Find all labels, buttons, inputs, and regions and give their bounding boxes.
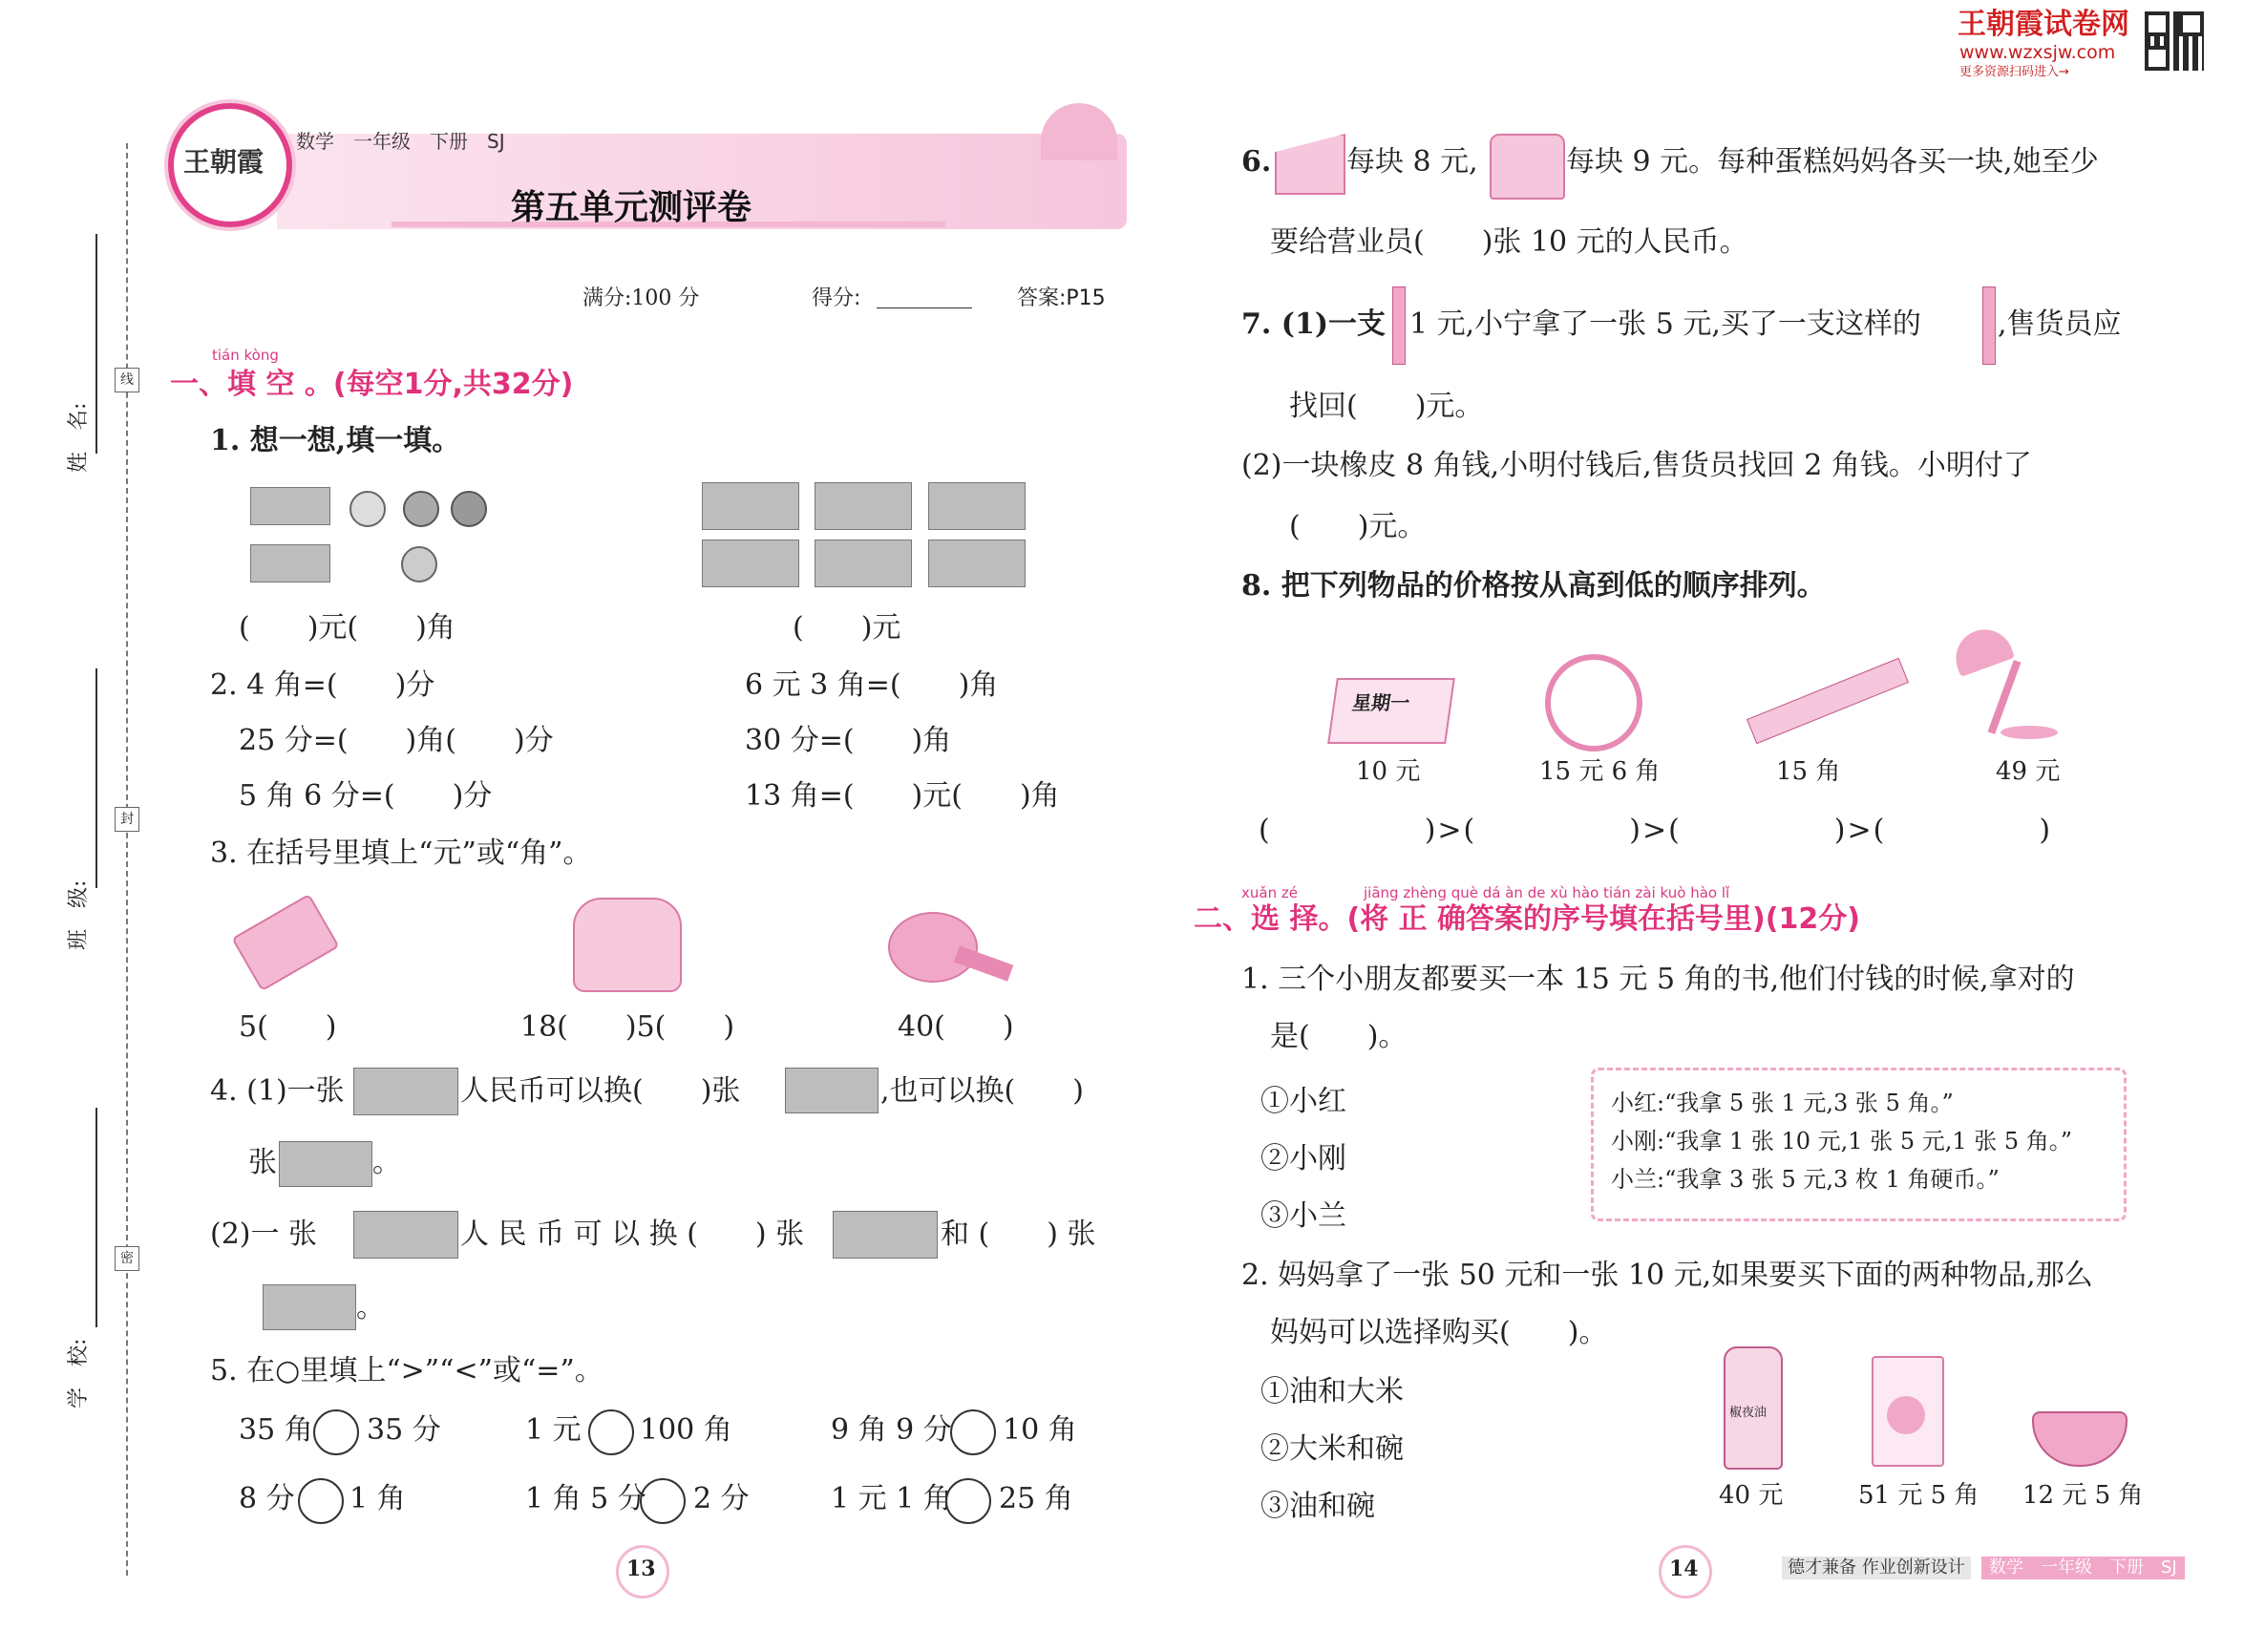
q2-c[interactable]: 25 分=( )角( )分 <box>239 724 554 757</box>
whole-cake-image <box>1490 134 1565 200</box>
q5-r2-c2-right: 2 分 <box>693 1482 750 1515</box>
q5-r2-c3-left: 1 元 1 角 <box>831 1482 952 1515</box>
coin-image <box>451 491 487 527</box>
page-title: 第五单元测评卷 <box>511 188 752 227</box>
q7-d[interactable]: 找回( )元。 <box>1289 390 1484 423</box>
dashed-cut-line <box>126 143 128 1576</box>
q5-stem: 5. 在○里填上“>”“<”或“=”。 <box>210 1354 603 1387</box>
q4-p1b[interactable]: 人民币可以换( )张 <box>460 1074 741 1108</box>
compare-circle[interactable] <box>313 1409 359 1455</box>
watermark-url: www.wzxsjw.com <box>1959 42 2116 63</box>
dialogue-line-1: 小红:“我拿 5 张 1 元,3 张 5 角。” <box>1611 1090 1954 1116</box>
section1-title: 一、填 空 。(每空1分,共32分) <box>170 368 574 401</box>
q4-p1e: 。 <box>372 1146 401 1179</box>
school-field-label: 学 校: <box>67 1338 91 1408</box>
eraser-image <box>231 894 339 991</box>
compare-circle[interactable] <box>945 1478 991 1524</box>
score-blank[interactable] <box>877 307 972 308</box>
s2-q2-opt1[interactable]: ①油和大米 <box>1260 1375 1404 1408</box>
pencil-image <box>1392 286 1406 365</box>
q4-p2c[interactable]: 和 ( ) 张 <box>941 1218 1096 1251</box>
cut-mark-line: 线 <box>115 368 139 392</box>
coin-image <box>349 491 386 527</box>
q6-c: 每块 9 元。每种蛋糕妈妈各买一块,她至少 <box>1566 145 2099 179</box>
q8-price-calendar: 10 元 <box>1356 757 1421 786</box>
dialogue-box <box>1591 1068 2127 1221</box>
banknote-image <box>353 1211 458 1259</box>
s2-q2-a: 2. 妈妈拿了一张 50 元和一张 10 元,如果要买下面的两种物品,那么 <box>1241 1259 2093 1292</box>
pencil-image <box>1982 286 1996 365</box>
full-score: 满分:100 分 <box>582 286 700 310</box>
q3-b[interactable]: 18( )5( ) <box>520 1010 735 1044</box>
q4-p2d: 。 <box>356 1291 385 1324</box>
s2-q2-price-bowl: 12 元 5 角 <box>2022 1481 2144 1510</box>
desk-lamp-image <box>1953 630 2058 745</box>
watermark-tip: 更多资源扫码进入→ <box>1959 65 2069 79</box>
header-subject-line: 数学 一年级 下册 SJ <box>296 130 505 153</box>
score-label: 得分: <box>812 286 861 310</box>
banknote-image <box>250 544 330 582</box>
banknote-image <box>353 1068 458 1115</box>
q6-number: 6. <box>1241 145 1272 179</box>
binding-margin <box>0 0 153 1652</box>
q6-d[interactable]: 要给营业员( )张 10 元的人民币。 <box>1270 225 1748 259</box>
q3-a[interactable]: 5( ) <box>239 1010 337 1044</box>
q2-e[interactable]: 5 角 6 分=( )分 <box>239 779 493 813</box>
compare-circle[interactable] <box>588 1409 634 1455</box>
q3-c[interactable]: 40( ) <box>898 1010 1014 1044</box>
calendar-text: 星期一 <box>1350 691 1411 714</box>
paddle-handle <box>954 945 1014 981</box>
footer-brand: 德才兼备 作业创新设计 <box>1782 1557 1971 1579</box>
s2-q1-a: 1. 三个小朋友都要买一本 15 元 5 角的书,他们付钱的时候,拿对的 <box>1241 963 2075 996</box>
class-line <box>95 668 97 888</box>
alarm-clock-image <box>1545 654 1642 752</box>
s2-q2-opt3[interactable]: ③油和碗 <box>1260 1490 1375 1523</box>
q2-f[interactable]: 13 角=( )元( )角 <box>745 779 1060 813</box>
banknote-image <box>785 1068 879 1113</box>
logo-badge <box>168 103 292 227</box>
compare-circle[interactable] <box>640 1478 686 1524</box>
q7-f[interactable]: ( )元。 <box>1289 510 1427 543</box>
q7-c: ,售货员应 <box>1998 307 2122 341</box>
s2-q1-b[interactable]: 是( )。 <box>1270 1020 1408 1053</box>
q2-a[interactable]: 2. 4 角=( )分 <box>210 668 435 702</box>
q1-answer-left[interactable]: ( )元( )角 <box>239 611 455 645</box>
banknote-image <box>702 540 799 587</box>
cut-mark-seal: 封 <box>115 807 139 832</box>
name-field-label: 姓 名: <box>67 402 91 473</box>
section2-pinyin-b: jiāng zhèng què dá àn de xù hào tián zài kuò hào lǐ <box>1364 884 1730 901</box>
q8-price-ruler: 15 角 <box>1776 757 1841 786</box>
q5-r1-c3-right: 10 角 <box>1003 1413 1077 1447</box>
section1-pinyin: tián kòng <box>212 347 279 364</box>
s2-q1-opt3[interactable]: ③小兰 <box>1260 1199 1346 1233</box>
cut-mark-secret: 密 <box>115 1246 139 1271</box>
q5-r2-c2-left: 1 角 5 分 <box>525 1482 646 1515</box>
s2-q1-opt1[interactable]: ①小红 <box>1260 1085 1346 1118</box>
q7-b: 1 元,小宁拿了一张 5 元,买了一支这样的 <box>1409 307 1921 341</box>
class-field-label: 班 级: <box>67 879 91 950</box>
section2-title: 二、选 择。(将 正 确答案的序号填在括号里)(12分) <box>1194 902 1860 936</box>
coin-image <box>403 491 439 527</box>
s2-q2-price-rice: 51 元 5 角 <box>1858 1481 1979 1510</box>
gloves-image <box>573 898 682 992</box>
compare-circle[interactable] <box>950 1409 996 1455</box>
footer-series: 数学 一年级 下册 SJ <box>1981 1557 2185 1579</box>
dialogue-line-2: 小刚:“我拿 1 张 10 元,1 张 5 元,1 张 5 角。” <box>1611 1128 2073 1154</box>
s2-q1-opt2[interactable]: ②小刚 <box>1260 1142 1346 1175</box>
rice-bag-image <box>1872 1356 1944 1467</box>
banknote-image <box>279 1141 372 1187</box>
logo-text: 王朝霞 <box>183 146 265 178</box>
q4-p1c[interactable]: ,也可以换( ) <box>880 1074 1084 1108</box>
school-line <box>95 1108 97 1327</box>
q8-order-answer[interactable]: ( )>( )>( )>( ) <box>1259 814 2053 847</box>
banknote-image <box>928 540 1026 587</box>
q2-b[interactable]: 6 元 3 角=( )角 <box>745 668 999 702</box>
q5-r2-c3-right: 25 角 <box>999 1482 1073 1515</box>
s2-q2-price-oil: 40 元 <box>1719 1481 1784 1510</box>
banknote-image <box>702 482 799 530</box>
q5-r1-c1-right: 35 分 <box>367 1413 441 1447</box>
banknote-image <box>815 482 912 530</box>
q1-answer-right[interactable]: ( )元 <box>793 611 901 645</box>
compare-circle[interactable] <box>298 1478 344 1524</box>
desk-calendar-image <box>1327 678 1455 744</box>
q8-stem: 8. 把下列物品的价格按从高到低的顺序排列。 <box>1241 569 1826 603</box>
q6-b: 每块 8 元, <box>1346 145 1478 179</box>
q5-r1-c2-left: 1 元 <box>525 1413 582 1447</box>
left-page-number: 13 <box>626 1557 656 1581</box>
q5-r2-c1-right: 1 角 <box>349 1482 406 1515</box>
header-sun-icon <box>1041 103 1117 160</box>
banknote-image <box>928 482 1026 530</box>
qr-code-icon <box>2145 11 2204 71</box>
q1-stem: 1. 想一想,填一填。 <box>210 424 461 457</box>
cake-slice-image <box>1275 134 1345 195</box>
q8-price-lamp: 49 元 <box>1996 757 2061 786</box>
q5-r1-c1-left: 35 角 <box>239 1413 313 1447</box>
watermark-site: 王朝霞试卷网 <box>1958 8 2129 41</box>
ruler-image <box>1747 658 1909 744</box>
s2-q2-b[interactable]: 妈妈可以选择购买( )。 <box>1270 1316 1608 1349</box>
oil-bottle-image <box>1724 1346 1783 1470</box>
q3-stem: 3. 在括号里填上“元”或“角”。 <box>210 837 592 870</box>
answer-ref: 答案:P15 <box>1017 286 1106 310</box>
banknote-image <box>250 487 330 525</box>
watermark <box>1958 8 2206 84</box>
dialogue-line-3: 小兰:“我拿 3 张 5 元,3 枚 1 角硬币。” <box>1611 1166 2000 1193</box>
q4-p2a: (2)一 张 <box>210 1218 318 1251</box>
q7-e: (2)一块橡皮 8 角钱,小明付钱后,售货员找回 2 角钱。小明付了 <box>1241 449 2032 482</box>
q4-p1a: 4. (1)一张 <box>210 1074 345 1108</box>
banknote-image <box>833 1211 938 1259</box>
q7-a: 7. (1)一支 <box>1241 307 1387 341</box>
right-page-number: 14 <box>1669 1557 1699 1581</box>
bowl-image <box>2032 1411 2128 1467</box>
q8-price-clock: 15 元 6 角 <box>1539 757 1661 786</box>
banknote-image <box>263 1284 356 1330</box>
q4-p2b[interactable]: 人 民 币 可 以 换 ( ) 张 <box>460 1218 805 1251</box>
banknote-image <box>815 540 912 587</box>
q5-r1-c3-left: 9 角 9 分 <box>831 1413 952 1447</box>
q4-p1d: 张 <box>248 1146 277 1179</box>
q2-d[interactable]: 30 分=( )角 <box>745 724 952 757</box>
q5-r1-c2-right: 100 角 <box>640 1413 732 1447</box>
section2-pinyin-a: xuǎn zé <box>1241 884 1298 901</box>
oil-label: 椒夜油 <box>1729 1406 1768 1420</box>
s2-q2-opt2[interactable]: ②大米和碗 <box>1260 1432 1404 1466</box>
coin-image <box>401 546 437 582</box>
q5-r2-c1-left: 8 分 <box>239 1482 295 1515</box>
